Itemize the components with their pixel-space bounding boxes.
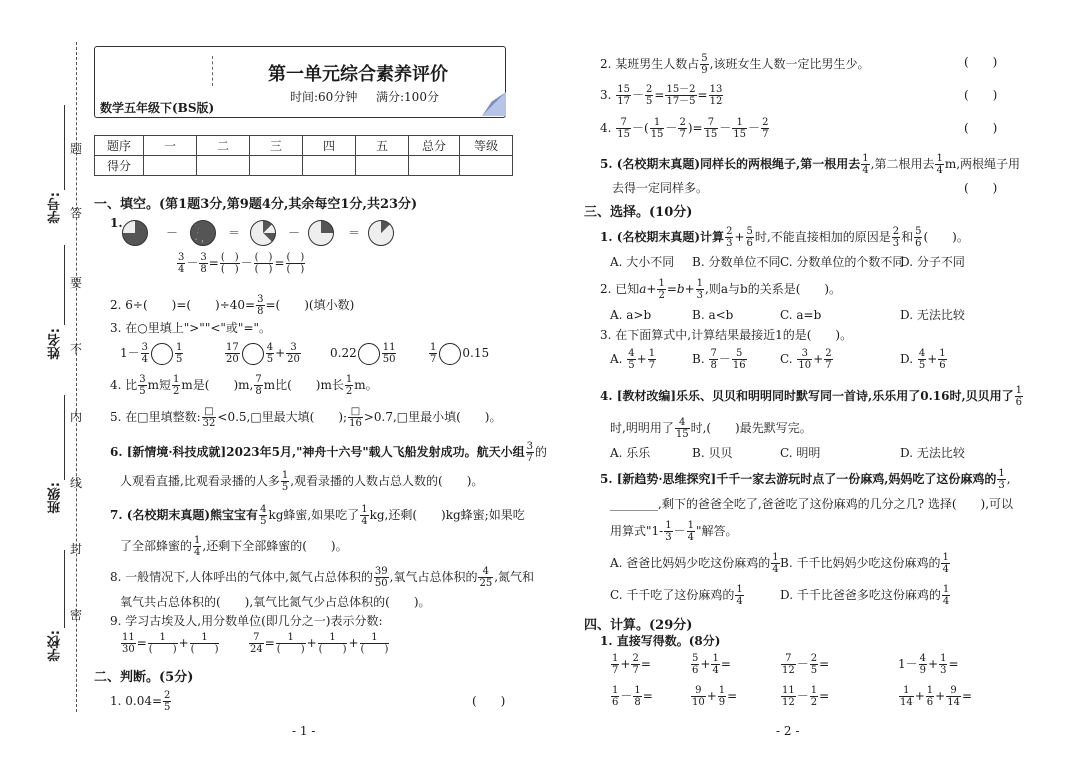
judge-5-line2: 去得一定同样多。: [612, 181, 709, 195]
table-cell: 三: [250, 136, 303, 156]
option[interactable]: A. 爸爸比妈妈少吃这份麻鸡的 $\frac{1}{4}$: [610, 552, 779, 575]
choice-4-line1: 4. [教材改编]乐乐、贝贝和明明同时默写同一首诗,乐乐用了0.16时,贝贝用了 $\frac{1}{6}$: [600, 385, 1023, 408]
q3-compare-1: 1－ $\frac{3}{4}$ $\frac{1}{5}$: [120, 342, 183, 365]
class-label: 班级:: [48, 482, 63, 514]
q3-text: 3. 在○里填上">""<"或"="。: [110, 321, 272, 335]
option[interactable]: B. 千千比妈妈少吃这份麻鸡的 $\frac{1}{4}$: [780, 552, 949, 575]
option[interactable]: C. 分数单位的个数不同: [780, 255, 905, 269]
score-cell[interactable]: [356, 156, 409, 176]
title-divider: [212, 56, 213, 86]
compare-circle[interactable]: [358, 343, 380, 365]
seal-char: 不: [70, 342, 83, 356]
name-label: 姓名:: [48, 328, 63, 360]
pie-diagram: [250, 220, 276, 246]
q8-line1: 8. 一般情况下,人体呼出的气体中,氮气占总体积的 $\frac{39}{50}$ ,氧气占总体积的 $\frac{4}{25}$ ,氮气和: [110, 566, 535, 589]
option[interactable]: C. 明明: [780, 446, 821, 460]
seal-char: 内: [70, 410, 83, 424]
score-cell[interactable]: [197, 156, 250, 176]
q2-text: 2. 6÷( )=( )÷40= $\frac{3}{8}$ =( )(填小数): [110, 294, 355, 317]
compare-circle[interactable]: [151, 343, 173, 365]
q7-line2: 了全部蜂蜜的 $\frac{1}{4}$ ,还剩下全部蜂蜜的( )。: [120, 535, 348, 558]
seal-char: 封: [70, 542, 83, 556]
compare-circle[interactable]: [439, 343, 461, 365]
q9-text: 9. 学习古埃及人,用分数单位(即几分之一)表示分数:: [110, 614, 383, 628]
pie-diagram: [368, 220, 394, 246]
table-cell: 等级: [460, 136, 513, 156]
answer-paren[interactable]: ( ): [964, 121, 998, 135]
calc-item[interactable]: $\frac{1}{7}$ + $\frac{2}{7}$ =: [612, 653, 651, 676]
q9-eq2: $\frac{7}{24}$ = $\frac{1}{( )}$ + $\frac{1}{( )}$ + $\frac{1}{( )}$: [250, 632, 389, 655]
table-cell: 得分: [95, 156, 144, 176]
q6-line2: 人观看直播,比观看录播的人多 $\frac{1}{5}$ ,观看录播的人数占总人数的( )。: [120, 470, 484, 493]
option[interactable]: D. 无法比较: [900, 446, 965, 460]
table-cell: 题序: [95, 136, 144, 156]
calc-item[interactable]: $\frac{1}{6}$ － $\frac{1}{8}$ =: [612, 685, 653, 708]
calc-item[interactable]: $\frac{11}{12}$ － $\frac{1}{2}$ =: [782, 685, 830, 708]
page-number: - 1 -: [292, 724, 316, 738]
operator: －: [288, 226, 301, 240]
page-title: 第一单元综合素养评价: [268, 64, 448, 85]
table-row: [95, 156, 513, 176]
choice-2: 2. 已知a+ $\frac{1}{2}$ =b+ $\frac{1}{3}$ ,则a与b的关系是( )。: [600, 278, 842, 301]
q3-compare-2: $\frac{17}{20}$ $\frac{4}{5}$ + $\frac{3}{20}$: [226, 342, 300, 365]
choice-5-line3: 用算式"1- $\frac{1}{3}$ － $\frac{1}{4}$ "解答。: [610, 520, 738, 543]
table-cell: 五: [356, 136, 409, 156]
table-cell: 二: [197, 136, 250, 156]
answer-paren[interactable]: ( ): [964, 88, 998, 102]
table-row: [95, 136, 513, 156]
q5-text: 5. 在□里填整数: $\frac{□}{32}$ <0.5,□里最大填( ); $\frac{□}{16}$ >0.7,□里最小填( )。: [110, 406, 502, 429]
seal-char: 答: [70, 206, 83, 220]
page-number: - 2 -: [776, 724, 800, 738]
section-4-title: 四、计算。(29分): [584, 618, 693, 633]
operator: ＝: [228, 226, 241, 240]
q8-line2: 氧气共占总体积的( ),氧气比氮气少占总体积的( )。: [120, 595, 431, 609]
option[interactable]: A. a>b: [610, 308, 652, 322]
answer-paren[interactable]: ( ): [472, 694, 506, 708]
seal-char: 题: [70, 142, 83, 156]
calc-item[interactable]: $\frac{1}{14}$ + $\frac{1}{6}$ + $\frac{9}{14}$ =: [900, 685, 973, 708]
pie-diagram: [308, 220, 334, 246]
option[interactable]: A. 大小不同: [610, 255, 675, 269]
option[interactable]: B. $\frac{7}{8}$ － $\frac{5}{16}$: [692, 348, 746, 371]
school-label: 学校:: [48, 630, 63, 662]
judge-4: 4. $\frac{7}{15}$ －( $\frac{1}{15}$ － $\frac{2}{7}$ )= $\frac{7}{15}$ － $\frac{1}{15}$ － $\frac{2}{7}$: [600, 117, 769, 140]
full-score: 满分:100分: [376, 90, 439, 104]
option[interactable]: D. 千千比爸爸多吃这份麻鸡的 $\frac{1}{4}$: [780, 584, 950, 607]
q4-text: 4. 比 $\frac{3}{5}$ m短 $\frac{1}{2}$ m是( )m, $\frac{7}{8}$ m比( )m长 $\frac{1}{2}$ m。: [110, 374, 378, 397]
table-cell: 四: [303, 136, 356, 156]
choice-5-line1: 5. [新趋势·思维探究]千千一家去游玩时点了一份麻鸡,妈妈吃了这份麻鸡的 $\frac{1}{3}$ ,: [600, 468, 1011, 491]
calc-item[interactable]: 1－ $\frac{4}{9}$ + $\frac{1}{3}$ =: [898, 653, 959, 676]
section-1-title: 一、填空。(第1题3分,第9题4分,其余每空1分,共23分): [94, 197, 418, 212]
subject-label: 数学五年级下(BS版): [100, 101, 215, 115]
school-field[interactable]: [64, 550, 65, 628]
answer-paren[interactable]: ( ): [964, 181, 998, 195]
score-cell[interactable]: [303, 156, 356, 176]
operator: ＝: [348, 226, 361, 240]
section-3-title: 三、选择。(10分): [584, 205, 693, 220]
seal-char: 要: [70, 276, 83, 290]
judge-3: 3. $\frac{15}{17}$ － $\frac{2}{5}$ = $\frac{15-2}{17-5}$ = $\frac{13}{12}$: [600, 84, 723, 107]
calc-item[interactable]: $\frac{9}{10}$ + $\frac{1}{9}$ =: [692, 685, 738, 708]
q1-equation: $\frac{3}{4}$ － $\frac{3}{8}$ = $\frac{( )}{( )}$ － $\frac{( )}{( )}$ = $\frac{( )}{( )}$: [178, 252, 305, 275]
option[interactable]: A. $\frac{4}{5}$ + $\frac{1}{7}$: [610, 348, 656, 371]
option[interactable]: C. $\frac{3}{10}$ + $\frac{2}{7}$: [780, 348, 832, 371]
q7-line1: 7. (名校期末真题)熊宝宝有 $\frac{4}{5}$ kg蜂蜜,如果吃了 $\frac{1}{4}$ kg,还剩( )kg蜂蜜;如果吃: [110, 504, 525, 527]
q3-compare-4: $\frac{1}{7}$ 0.15: [430, 342, 490, 365]
calc-1-title: 1. 直接写得数。(8分): [600, 634, 721, 648]
operator: －: [166, 226, 179, 240]
q1-label: 1.: [110, 216, 123, 230]
q6-line1: 6. [新情境·科技成就]2023年5月,"神舟十六号"载人飞船发射成功。航天小组 $\frac{3}{7}$ 的: [110, 441, 548, 464]
pie-diagram: [190, 220, 216, 246]
score-table: [94, 135, 513, 176]
seal-char: 密: [70, 608, 83, 622]
answer-paren[interactable]: ( ): [964, 55, 998, 69]
choice-1: 1. (名校期末真题)计算 $\frac{2}{3}$ + $\frac{5}{6}$ 时,不能直接相加的原因是 $\frac{2}{3}$ 和 $\frac{5}{6}$ ( )。: [600, 226, 969, 249]
calc-item[interactable]: $\frac{7}{12}$ － $\frac{2}{5}$ =: [782, 653, 830, 676]
judge-1: 1. 0.04= $\frac{2}{5}$: [110, 690, 171, 713]
class-field[interactable]: [64, 395, 65, 480]
student-id-label: 学号:: [48, 192, 63, 224]
score-cell[interactable]: [460, 156, 513, 176]
section-2-title: 二、判断。(5分): [94, 670, 194, 685]
pie-diagram: [122, 220, 148, 246]
q3-compare-3: 0.22 $\frac{11}{50}$: [330, 342, 396, 365]
table-cell: 一: [144, 136, 197, 156]
option[interactable]: A. 乐乐: [610, 446, 651, 460]
compare-circle[interactable]: [242, 343, 264, 365]
option[interactable]: C. a=b: [780, 308, 822, 322]
exam-time: 时间:60分钟: [290, 90, 358, 104]
choice-5-line2: ________,剩下的爸爸全吃了,爸爸吃了这份麻鸡的几分之几? 选择( ),可以: [610, 497, 1014, 511]
student-id-field[interactable]: [64, 105, 65, 190]
seal-char: 线: [70, 476, 83, 490]
option[interactable]: B. a<b: [692, 308, 734, 322]
score-cell[interactable]: [144, 156, 197, 176]
choice-3: 3. 在下面算式中,计算结果最接近1的是( )。: [600, 328, 853, 342]
option[interactable]: D. 无法比较: [900, 308, 965, 322]
name-field[interactable]: [64, 245, 65, 325]
option[interactable]: B. 分数单位不同: [692, 255, 781, 269]
judge-2: 2. 某班男生人数占 $\frac{5}{9}$ ,该班女生人数一定比男生少。: [600, 53, 870, 76]
score-cell[interactable]: [409, 156, 460, 176]
score-cell[interactable]: [250, 156, 303, 176]
option[interactable]: D. 分子不同: [900, 255, 965, 269]
table-cell: 总分: [409, 136, 460, 156]
calc-item[interactable]: $\frac{5}{6}$ + $\frac{1}{4}$ =: [692, 653, 731, 676]
choice-4-line2: 时,明明用了 $\frac{4}{15}$ 时,( )最先默写完。: [610, 417, 812, 440]
judge-5-line1: 5. (名校期末真题)同样长的两根绳子,第一根用去 $\frac{1}{4}$ ,第二根用去 $\frac{1}{4}$ m,两根绳子用: [600, 153, 1021, 176]
option[interactable]: B. 贝贝: [692, 446, 733, 460]
q9-eq1: $\frac{11}{30}$ = $\frac{1}{( )}$ + $\frac{1}{( )}$: [122, 632, 219, 655]
option[interactable]: D. $\frac{4}{5}$ + $\frac{1}{6}$: [900, 348, 946, 371]
option[interactable]: C. 千千吃了这份麻鸡的 $\frac{1}{4}$: [610, 584, 743, 607]
